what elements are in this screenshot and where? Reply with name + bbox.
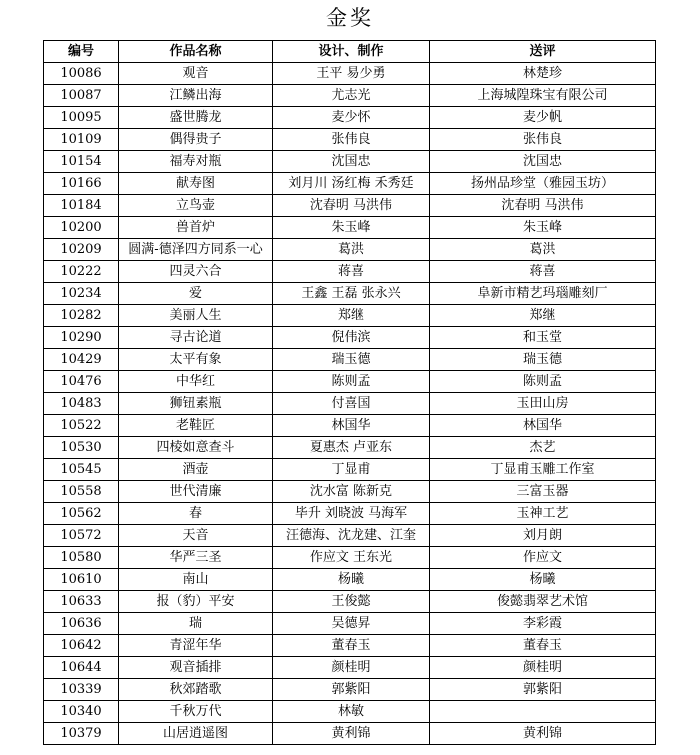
cell-submitter: 林国华	[430, 415, 656, 437]
cell-maker: 董春玉	[273, 635, 430, 657]
cell-maker: 沈春明 马洪伟	[273, 195, 430, 217]
cell-submitter: 沈春明 马洪伟	[430, 195, 656, 217]
cell-id: 10339	[44, 679, 119, 701]
table-row	[44, 195, 656, 217]
cell-maker: 王鑫 王磊 张永兴	[273, 283, 430, 305]
cell-submitter: 张伟良	[430, 129, 656, 151]
cell-maker: 林国华	[273, 415, 430, 437]
cell-id: 10095	[44, 107, 119, 129]
cell-work: 瑞	[119, 613, 273, 635]
cell-id: 10633	[44, 591, 119, 613]
table-row	[44, 63, 656, 85]
cell-id: 10222	[44, 261, 119, 283]
cell-work: 寻古论道	[119, 327, 273, 349]
table-row	[44, 85, 656, 107]
cell-submitter: 玉田山房	[430, 393, 656, 415]
cell-work: 四灵六合	[119, 261, 273, 283]
cell-maker: 尤志光	[273, 85, 430, 107]
cell-work: 春	[119, 503, 273, 525]
cell-maker: 杨曦	[273, 569, 430, 591]
cell-id: 10290	[44, 327, 119, 349]
cell-id: 10636	[44, 613, 119, 635]
cell-maker: 吴德昇	[273, 613, 430, 635]
page-title: 金奖	[326, 6, 374, 30]
cell-id: 10522	[44, 415, 119, 437]
cell-id: 10562	[44, 503, 119, 525]
cell-maker: 汪德海、沈龙建、江奎	[273, 525, 430, 547]
cell-work: 太平有象	[119, 349, 273, 371]
cell-submitter: 陈则孟	[430, 371, 656, 393]
cell-id: 10166	[44, 173, 119, 195]
table-row	[44, 239, 656, 261]
cell-work: 山居逍遥图	[119, 723, 273, 745]
cell-maker: 丁显甫	[273, 459, 430, 481]
cell-submitter: 李彩霞	[430, 613, 656, 635]
cell-work: 天音	[119, 525, 273, 547]
cell-maker: 毕升 刘晓波 马海军	[273, 503, 430, 525]
table-row	[44, 437, 656, 459]
cell-maker: 沈水富 陈新克	[273, 481, 430, 503]
column-header-maker: 设计、制作	[273, 41, 430, 63]
cell-submitter: 蒋喜	[430, 261, 656, 283]
table-row	[44, 349, 656, 371]
cell-id: 10530	[44, 437, 119, 459]
cell-work: 狮钮素瓶	[119, 393, 273, 415]
cell-maker: 蒋喜	[273, 261, 430, 283]
cell-work: 美丽人生	[119, 305, 273, 327]
table-row	[44, 283, 656, 305]
cell-maker: 沈国忠	[273, 151, 430, 173]
cell-work: 献寿图	[119, 173, 273, 195]
cell-submitter: 郭紫阳	[430, 679, 656, 701]
cell-maker: 付喜国	[273, 393, 430, 415]
cell-maker: 陈则孟	[273, 371, 430, 393]
cell-work: 福寿对瓶	[119, 151, 273, 173]
cell-id: 10234	[44, 283, 119, 305]
cell-id: 10545	[44, 459, 119, 481]
cell-id: 10184	[44, 195, 119, 217]
table-row	[44, 371, 656, 393]
table-body	[44, 63, 656, 745]
cell-work: 偶得贵子	[119, 129, 273, 151]
cell-work: 华严三圣	[119, 547, 273, 569]
cell-submitter: 作应文	[430, 547, 656, 569]
cell-work: 圆满-德泽四方同系一心	[119, 239, 273, 261]
table-row	[44, 327, 656, 349]
cell-id: 10200	[44, 217, 119, 239]
cell-id: 10483	[44, 393, 119, 415]
cell-id: 10644	[44, 657, 119, 679]
cell-submitter: 麦少帆	[430, 107, 656, 129]
table-row	[44, 305, 656, 327]
cell-maker: 王平 易少勇	[273, 63, 430, 85]
cell-work: 江鳞出海	[119, 85, 273, 107]
table-row	[44, 393, 656, 415]
cell-id: 10154	[44, 151, 119, 173]
cell-maker: 倪伟滨	[273, 327, 430, 349]
cell-id: 10109	[44, 129, 119, 151]
table-row	[44, 459, 656, 481]
cell-work: 四棱如意查斗	[119, 437, 273, 459]
cell-id: 10209	[44, 239, 119, 261]
cell-submitter: 扬州品珍堂（雅园玉坊）	[430, 173, 656, 195]
cell-submitter: 葛洪	[430, 239, 656, 261]
cell-submitter: 玉神工艺	[430, 503, 656, 525]
column-header-work: 作品名称	[119, 41, 273, 63]
cell-work: 南山	[119, 569, 273, 591]
cell-submitter: 阜新市精艺玛瑙雕刻厂	[430, 283, 656, 305]
cell-id: 10610	[44, 569, 119, 591]
table-row	[44, 503, 656, 525]
cell-maker: 郑继	[273, 305, 430, 327]
table-row	[44, 525, 656, 547]
cell-maker: 张伟良	[273, 129, 430, 151]
cell-work: 中华红	[119, 371, 273, 393]
cell-id: 10087	[44, 85, 119, 107]
cell-work: 盛世腾龙	[119, 107, 273, 129]
cell-id: 10572	[44, 525, 119, 547]
cell-submitter: 刘月朗	[430, 525, 656, 547]
column-header-submitter: 送评	[430, 41, 656, 63]
cell-id: 10086	[44, 63, 119, 85]
cell-maker: 麦少怀	[273, 107, 430, 129]
cell-submitter: 瑞玉德	[430, 349, 656, 371]
cell-maker: 夏惠杰 卢亚东	[273, 437, 430, 459]
table-row	[44, 107, 656, 129]
cell-maker: 朱玉峰	[273, 217, 430, 239]
cell-id: 10558	[44, 481, 119, 503]
cell-submitter: 董春玉	[430, 635, 656, 657]
table-row	[44, 261, 656, 283]
table-row	[44, 701, 656, 723]
award-table	[43, 40, 656, 745]
table-row	[44, 635, 656, 657]
cell-maker: 颜桂明	[273, 657, 430, 679]
table-row	[44, 151, 656, 173]
cell-id: 10282	[44, 305, 119, 327]
cell-maker: 王俊懿	[273, 591, 430, 613]
cell-id: 10642	[44, 635, 119, 657]
table-row	[44, 569, 656, 591]
cell-submitter: 俊懿翡翠艺术馆	[430, 591, 656, 613]
cell-work: 观音	[119, 63, 273, 85]
cell-id: 10580	[44, 547, 119, 569]
cell-work: 世代清廉	[119, 481, 273, 503]
cell-maker: 作应文 王东光	[273, 547, 430, 569]
table-header-row	[44, 41, 656, 63]
cell-work: 千秋万代	[119, 701, 273, 723]
cell-work: 兽首炉	[119, 217, 273, 239]
cell-id: 10340	[44, 701, 119, 723]
cell-submitter: 颜桂明	[430, 657, 656, 679]
table-row	[44, 679, 656, 701]
cell-submitter: 杰艺	[430, 437, 656, 459]
cell-submitter: 林楚珍	[430, 63, 656, 85]
cell-work: 观音插排	[119, 657, 273, 679]
cell-submitter: 郑继	[430, 305, 656, 327]
cell-submitter: 杨曦	[430, 569, 656, 591]
cell-work: 立鸟壶	[119, 195, 273, 217]
table-row	[44, 481, 656, 503]
table-row	[44, 723, 656, 745]
cell-work: 老鞋匠	[119, 415, 273, 437]
column-header-id: 编号	[44, 41, 119, 63]
cell-maker: 黄利锦	[273, 723, 430, 745]
cell-submitter	[430, 701, 656, 723]
cell-work: 秋郊踏歌	[119, 679, 273, 701]
cell-submitter: 和玉堂	[430, 327, 656, 349]
cell-maker: 葛洪	[273, 239, 430, 261]
cell-maker: 瑞玉德	[273, 349, 430, 371]
table-row	[44, 415, 656, 437]
table-row	[44, 217, 656, 239]
cell-id: 10379	[44, 723, 119, 745]
cell-work: 青涩年华	[119, 635, 273, 657]
table-row	[44, 613, 656, 635]
table-row	[44, 173, 656, 195]
cell-work: 爱	[119, 283, 273, 305]
cell-maker: 刘月川 汤红梅 禾秀廷	[273, 173, 430, 195]
cell-submitter: 丁显甫玉雕工作室	[430, 459, 656, 481]
cell-submitter: 沈国忠	[430, 151, 656, 173]
cell-submitter: 黄利锦	[430, 723, 656, 745]
cell-maker: 郭紫阳	[273, 679, 430, 701]
cell-work: 报（豹）平安	[119, 591, 273, 613]
cell-submitter: 三富玉器	[430, 481, 656, 503]
table-row	[44, 129, 656, 151]
cell-maker: 林敏	[273, 701, 430, 723]
table-row	[44, 591, 656, 613]
cell-submitter: 朱玉峰	[430, 217, 656, 239]
cell-id: 10476	[44, 371, 119, 393]
cell-id: 10429	[44, 349, 119, 371]
cell-work: 酒壶	[119, 459, 273, 481]
cell-submitter: 上海城隍珠宝有限公司	[430, 85, 656, 107]
table-row	[44, 547, 656, 569]
table-row	[44, 657, 656, 679]
